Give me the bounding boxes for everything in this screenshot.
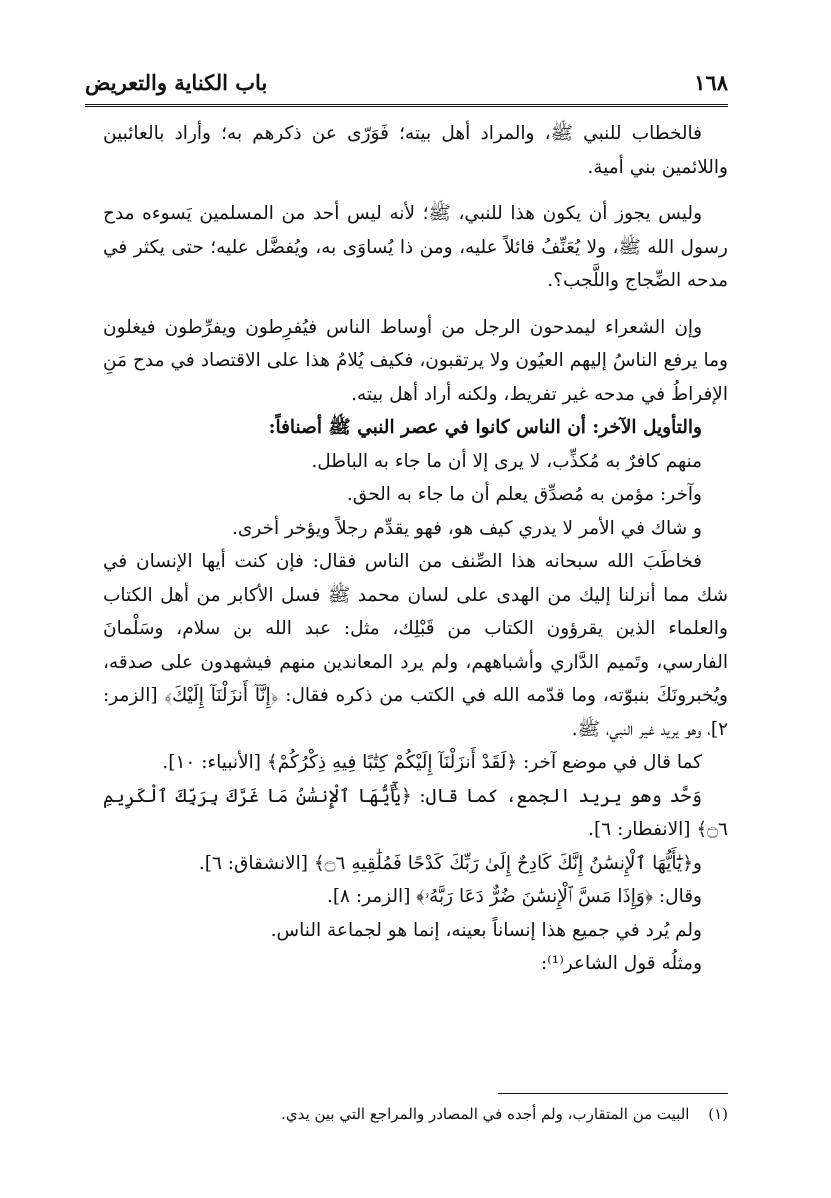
paragraph: منهم كافرٌ به مُكذِّب، لا يرى إلا أن ما جاء به الباطل. bbox=[311, 450, 702, 472]
header-rule bbox=[85, 104, 728, 107]
paragraph: وآخر: مؤمن به مُصدِّق يعلم أن ما جاء به الحق. bbox=[346, 484, 702, 505]
paragraph: ولم يُرد في جميع هذا إنساناً بعينه، إنما هو لجماعة الناس. bbox=[270, 919, 702, 941]
paragraph: كما قال في موضع آخر: ﴿لَقَدْ أَنزَلْنَآ إِلَيْكُمْ كِتَٰبًا فِيهِ ذِكْرُكُمْ﴾ [الأنبياء: ١٠]. bbox=[162, 752, 702, 773]
page-body bbox=[103, 117, 728, 981]
page-number: ١٦٨ bbox=[694, 69, 728, 95]
footnote-number: (١) bbox=[708, 1105, 728, 1123]
footnote-text: البيت من المتقارب، ولم أجده في المصادر والمراجع التي بين يدي. bbox=[281, 1105, 690, 1123]
paragraph: فخاطَبَ الله سبحانه هذا الصِّنف من الناس فقال: فإن كنت أيها الإنسان في شك مما أنزلنا إليك من الهدى على لسان محمد ﷺ فسل الأكابر من أهل الكتاب والعلماء الذين يقرؤون الكتاب من قَبْلِك، مثل: عبد الله بن سلام، وسَلْمانَ الفارسي، وتَميم الدَّاري وأشباههم، ولم يرد المعاندين منهم فيشهدون على صدقه، ويُخبرونَكَ بنبوّته، وما قدّمه الله في الكتب من ذكره فقال: ﴿إِنَّآ أَنزَلْنَآ إِلَيْكَ﴾ [الزمر: ٢]، وهو يريد غير النبي، ﷺ. bbox=[103, 551, 728, 740]
paragraph: وليس يجوز أن يكون هذا للنبي، ﷺ؛ لأنه ليس أحد من المسلمين يَسوءه مدح رسول الله ﷺ، ولا يُعَنِّفُ قائلاً عليه، ومن ذا يُساوَى به، ويُفضَّل عليه؛ حتى يكثر في مدحه الضِّجاج واللَّجب؟. bbox=[103, 203, 728, 291]
page-header bbox=[85, 63, 728, 101]
paragraph: و﴿يَٰٓأَيُّهَا ٱلْإِنسَٰنُ إِنَّكَ كَادِحٌ إِلَىٰ رَبِّكَ كَدْحًا فَمُلَٰقِيهِ ۝٦﴾ [الانشقاق: ٦]. bbox=[198, 852, 702, 874]
footnote bbox=[103, 1101, 728, 1127]
footnote-separator bbox=[498, 1093, 728, 1094]
paragraph: فالخطاب للنبي ﷺ، والمراد أهل بيته؛ فَوَرّى عن ذكرهم به؛ وأراد بالعائبين واللائمين بني أمية. bbox=[103, 123, 728, 178]
paragraph: و شاك في الأمر لا يدري كيف هو، فهو يقدِّم رجلاً ويؤخر أخرى. bbox=[231, 517, 702, 539]
paragraph: وقال: ﴿وَإِذَا مَسَّ ٱلْإِنسَٰنَ ضُرٌّ دَعَا رَبَّهُۥ﴾ [الزمر: ٨]. bbox=[326, 886, 702, 907]
chapter-title: باب الكناية والتعريض bbox=[85, 69, 268, 95]
paragraph-heading: والتأويل الآخر: أن الناس كانوا في عصر النبي ﷺ أصنافاً: bbox=[268, 417, 702, 438]
paragraph: ومثلُه قول الشاعر⁽¹⁾: bbox=[541, 953, 702, 974]
paragraph: وإن الشعراء ليمدحون الرجل من أوساط الناس فيُفرِطون ويفرِّطون فيغلون وما يرفع الناسُ إليهم العيُون ولا يرتقبون، فكيف يُلامُ هذا على الاقتصاد في مدح مَنِ الإفراطُ في مدحه غير تفريط، ولكنه أراد أهل بيته. bbox=[103, 316, 728, 405]
paragraph: وَحَّد وهو يريد الجمع، كما قال: ﴿يَٰٓأَيُّهَا ٱلْإِنسَٰنُ مَا غَرَّكَ بِرَبِّكَ ٱلْكَرِيمِ ۝٦﴾ [الانفطار: ٦]. bbox=[103, 785, 728, 840]
